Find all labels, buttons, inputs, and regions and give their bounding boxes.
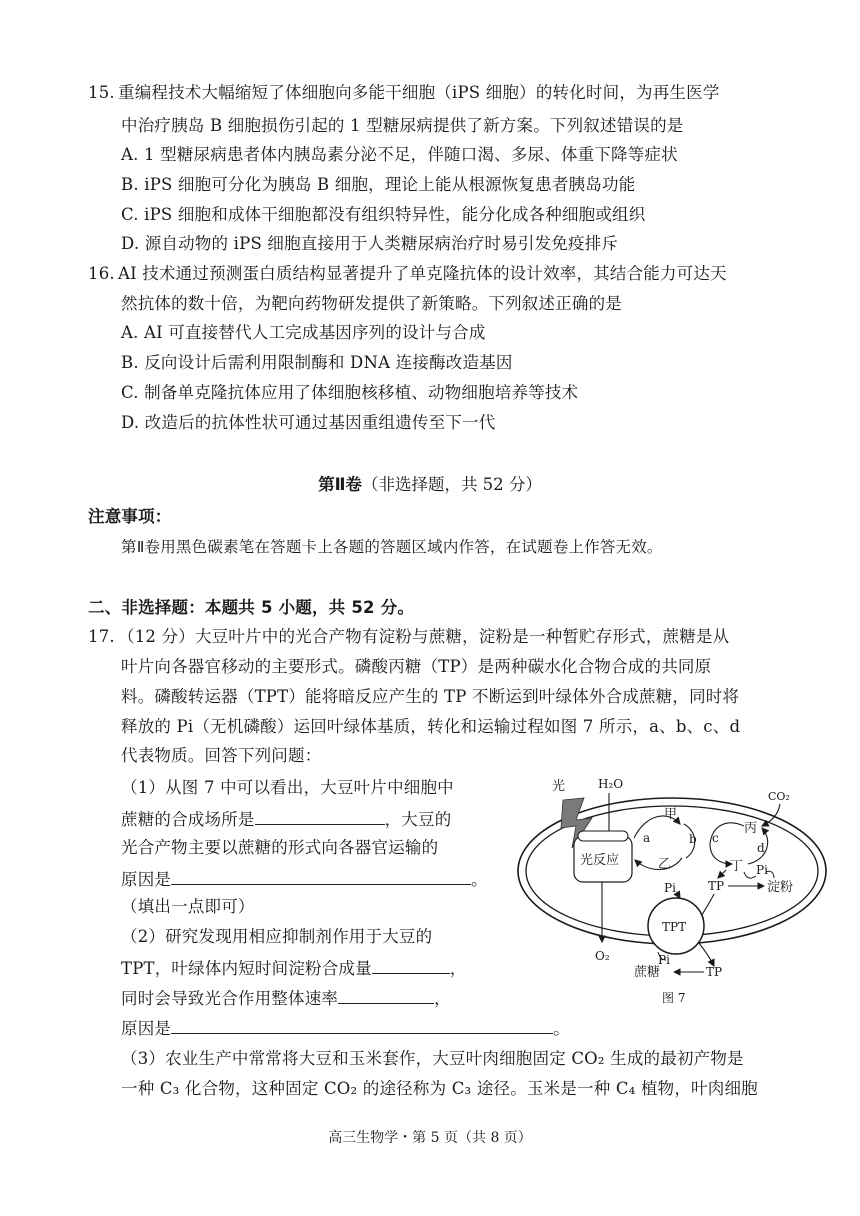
answer-blank-synthesis-site[interactable] (255, 807, 385, 825)
label-d: d (757, 841, 765, 855)
q17-sub1-line3: 光合产物主要以蔗糖的形式向各器官运输的 (121, 838, 439, 857)
q17-sub1-note: （填出一点即可） (121, 897, 255, 916)
notice-text: 第Ⅱ卷用黑色碳素笔在答题卡上各题的答题区域内作答，在试题卷上作答无效。 (121, 538, 663, 556)
label-a: a (643, 831, 651, 845)
q17-intro-line1: 17. （12 分）大豆叶片中的光合产物有淀粉与蔗糖，淀粉是一种暂贮存形式，蔗糖是从 (88, 627, 730, 646)
part-heading: 二、非选择题：本题共 5 小题，共 52 分。 (88, 598, 415, 617)
q17-sub2-line1: （2）研究发现用相应抑制剂作用于大豆的 (121, 927, 433, 946)
ding-to-tp-arrow (718, 870, 726, 878)
q17-intro-line3: 料。磷酸转运器（TPT）能将暗反应产生的 TP 不断运到叶绿体外合成蔗糖，同时将 (121, 687, 740, 706)
label-b: b (689, 832, 697, 846)
q15-option-a: A. 1 型糖尿病患者体内胰岛素分泌不足，伴随口渴、多尿、体重下降等症状 (121, 145, 678, 164)
tpt-to-tp-arrow (698, 942, 714, 966)
q15-stem-line2: 中治疗胰岛 B 细胞损伤引起的 1 型糖尿病提供了新方案。下列叙述错误的是 (121, 116, 684, 135)
q16-option-a: A. AI 可直接替代人工完成基因序列的设计与合成 (121, 323, 486, 342)
q15-option-b: B. iPS 细胞可分化为胰岛 B 细胞，理论上能从根源恢复患者胰岛功能 (121, 175, 636, 194)
q17-sub3-line2: 一种 C₃ 化合物，这种固定 CO₂ 的途径称为 C₃ 途径。玉米是一种 C₄ 植物，叶肉细胞 (121, 1079, 758, 1098)
q16-number: 16. (88, 264, 115, 283)
q16-stem-line2: 然抗体的数十倍，为靶向药物研发提供了新策略。下列叙述正确的是 (121, 294, 622, 313)
notice-heading: 注意事项： (88, 507, 172, 526)
tp-inner-label: TP (708, 879, 725, 893)
bing-label: 丙 (744, 821, 758, 836)
q16-stem-line1: 16. AI 技术通过预测蛋白质结构显著提升了单克隆抗体的设计效率，其结合能力可达天 (88, 264, 727, 283)
light-label: 光 (552, 779, 566, 794)
q16-option-d: D. 改造后的抗体性状可通过基因重组遗传至下一代 (121, 413, 496, 432)
pi-to-ding-arrow (744, 872, 756, 878)
thylakoid-disc (578, 831, 628, 841)
h2o-label: H₂O (598, 777, 624, 791)
ding-label: 丁 (730, 859, 744, 874)
page-footer: 高三生物学・第 5 页（共 8 页） (328, 1130, 532, 1146)
light-reaction-label: 光反应 (580, 853, 620, 868)
q15-stem-line1: 15. 重编程技术大幅缩短了体细胞向多能干细胞（iPS 细胞）的转化时间，为再生医学 (88, 83, 720, 102)
sucrose-label: 蔗糖 (634, 965, 661, 980)
co2-label: CO₂ (768, 790, 790, 803)
q16-option-b: B. 反向设计后需利用限制酶和 DNA 连接酶改造基因 (121, 353, 513, 372)
q17-sub1-line4: 原因是 。 (121, 867, 488, 891)
q17-intro-line2: 叶片向各器官移动的主要形式。磷酸丙糖（TP）是两种碳水化合物合成的共同原 (121, 657, 712, 676)
answer-blank-reason-2[interactable] (171, 1016, 553, 1034)
q15-option-c: C. iPS 细胞和成体干细胞都没有组织特异性，能分化成各种细胞或组织 (121, 205, 646, 224)
q17-sub1-line2: 蔗糖的合成场所是 ，大豆的 (121, 807, 451, 831)
q17-number: 17. (88, 627, 115, 646)
answer-blank-reason-1[interactable] (171, 867, 471, 885)
q17-sub2-line3: 同时会导致光合作用整体速率 ， (121, 986, 451, 1010)
q17-sub1-line1: （1）从图 7 中可以看出，大豆叶片中细胞中 (121, 778, 454, 797)
figure-7-diagram (512, 770, 834, 1030)
o2-label: O₂ (595, 949, 610, 963)
answer-blank-rate[interactable] (338, 986, 434, 1004)
label-c: c (712, 831, 719, 845)
answer-blank-starch[interactable] (372, 956, 450, 974)
q17-sub2-line4: 原因是 。 (121, 1016, 570, 1040)
pi-inner-left-label: Pi (664, 881, 676, 895)
q17-sub3-line1: （3）农业生产中常常将大豆和玉米套作，大豆叶肉细胞固定 CO₂ 生成的最初产物是 (121, 1049, 744, 1068)
tp-outer-label: TP (706, 965, 723, 979)
q17-intro-line4: 释放的 Pi（无机磷酸）运回叶绿体基质，转化和运输过程如图 7 所示，a、b、c、d (121, 717, 741, 736)
jia-label: 甲 (664, 807, 678, 822)
figure-caption: 图 7 (662, 991, 686, 1005)
yi-label: 乙 (658, 857, 672, 872)
starch-label: 淀粉 (767, 880, 794, 895)
q15-number: 15. (88, 83, 115, 102)
tpt-label: TPT (662, 920, 687, 934)
q17-sub2-line2: TPT，叶绿体内短时间淀粉合成量 ， (121, 956, 467, 980)
pi-outer-label: Pi (658, 953, 670, 967)
q16-option-c: C. 制备单克隆抗体应用了体细胞核移植、动物细胞培养等技术 (121, 383, 579, 402)
q15-option-d: D. 源自动物的 iPS 细胞直接用于人类糖尿病治疗时易引发免疫排斥 (121, 234, 619, 253)
section2-title: 第Ⅱ卷（非选择题，共 52 分） (318, 475, 542, 494)
pi-inner-right-label: Pi (756, 863, 768, 877)
q17-intro-line5: 代表物质。回答下列问题： (121, 746, 322, 765)
